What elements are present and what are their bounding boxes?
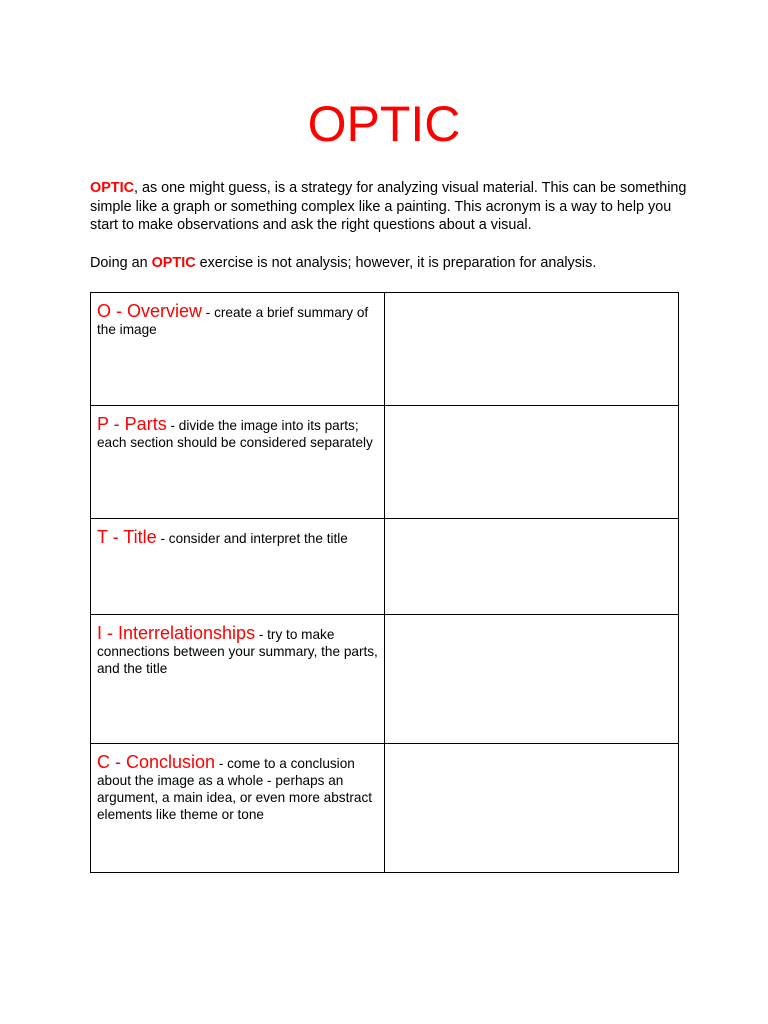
table-row-overview [91,293,679,406]
response-cell-title[interactable] [385,519,679,615]
optic-worksheet-table [90,292,679,873]
response-text-conclusion[interactable] [385,744,678,752]
intro-paragraph [90,179,690,235]
table-row-title [91,519,679,615]
intro-text: , as one might guess, is a strategy for analyzing visual material. This can be something simple like a graph or something complex like a painting. This acronym is a way to help you start to make observations and ask the right questions about a visual. [90,180,687,233]
note-keyword: OPTIC [151,255,196,271]
description-title: - consider and interpret the title [156,531,348,546]
response-cell-conclusion[interactable] [385,744,679,873]
prompt-cell-interrelationships [91,615,385,744]
response-cell-parts[interactable] [385,406,679,519]
response-cell-interrelationships[interactable] [385,615,679,744]
heading-overview: O - Overview [97,301,203,321]
note-suffix: exercise is not analysis; however, it is preparation for analysis. [195,255,597,271]
note-paragraph [90,254,690,273]
prompt-cell-conclusion [91,744,385,873]
prompt-cell-parts [91,406,385,519]
response-text-title[interactable] [385,519,678,527]
prompt-cell-title [91,519,385,615]
prompt-cell-overview [91,293,385,406]
description-interrelationships: - try to make connections between your summary, the parts, and the title [97,627,378,676]
response-text-overview[interactable] [385,293,678,301]
description-conclusion: - come to a conclusion about the image as a whole - perhaps an argument, a main idea, or even more abstract elements like theme or tone [97,756,373,822]
heading-parts: P - Parts [97,414,167,434]
response-text-parts[interactable] [385,406,678,414]
description-parts: - divide the image into its parts; each section should be considered separately [97,418,373,450]
heading-conclusion: C - Conclusion [97,752,216,772]
page-title: OPTIC [307,96,461,152]
description-overview: - create a brief summary of the image [97,305,369,337]
response-cell-overview[interactable] [385,293,679,406]
table-row-parts [91,406,679,519]
response-text-interrelationships[interactable] [385,615,678,623]
note-prefix: Doing an [90,255,152,271]
heading-interrelationships: I - Interrelationships [97,623,256,643]
table-row-conclusion [91,744,679,873]
heading-title: T - Title [97,527,157,547]
intro-keyword: OPTIC [90,180,134,196]
table-row-interrelationships [91,615,679,744]
